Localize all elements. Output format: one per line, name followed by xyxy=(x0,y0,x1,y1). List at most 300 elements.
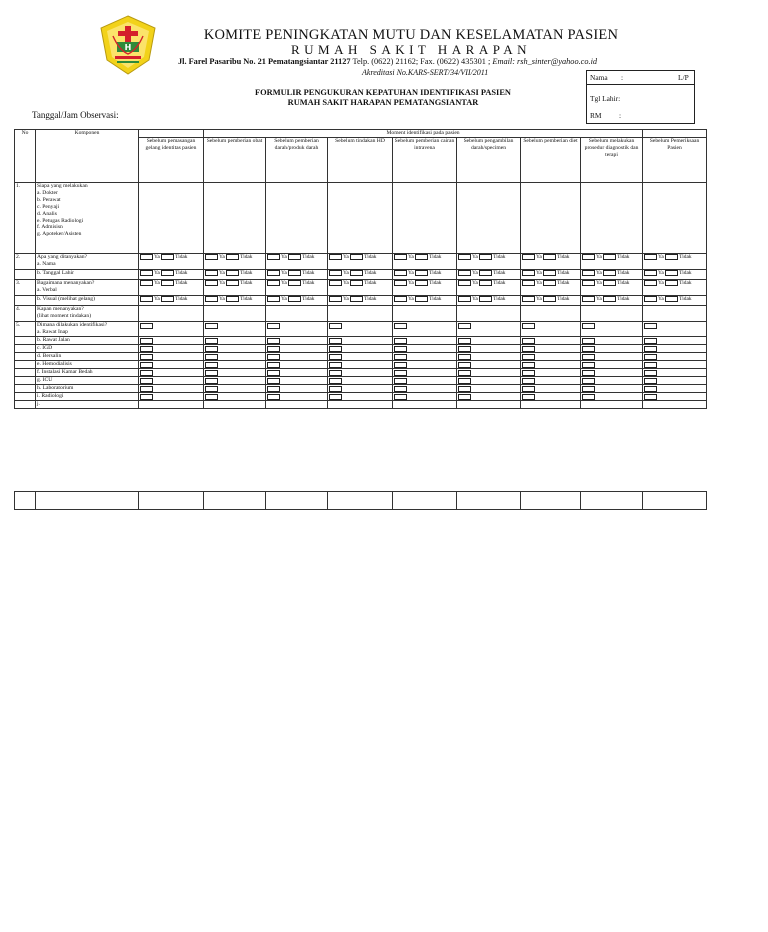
no-checkbox[interactable] xyxy=(415,280,428,286)
answer-cell xyxy=(139,369,204,377)
location-checkbox[interactable] xyxy=(329,378,342,384)
yes-no-option xyxy=(329,296,377,303)
answer-cell xyxy=(643,345,707,353)
yes-checkbox[interactable] xyxy=(644,296,657,302)
answer-cell[interactable] xyxy=(139,183,204,254)
section-question: Kapan menanyakan? xyxy=(37,306,84,312)
yes-label: Ya xyxy=(658,254,664,261)
yes-checkbox[interactable] xyxy=(394,280,407,286)
where-item: c. IGD xyxy=(37,345,53,351)
blank-row xyxy=(15,492,707,510)
answer-cell xyxy=(204,270,266,280)
moment-label: Sebelum pemberian cairan intravena xyxy=(394,138,455,151)
location-checkbox[interactable] xyxy=(205,386,218,392)
yes-label: Ya xyxy=(472,296,478,303)
answer-cell xyxy=(581,345,643,353)
no-checkbox[interactable] xyxy=(665,280,678,286)
location-checkbox[interactable] xyxy=(644,346,657,352)
location-checkbox[interactable] xyxy=(582,370,595,376)
answer-cell xyxy=(204,361,266,369)
location-checkbox[interactable] xyxy=(522,338,535,344)
location-checkbox[interactable] xyxy=(522,323,535,329)
location-checkbox[interactable] xyxy=(582,323,595,329)
yes-checkbox[interactable] xyxy=(205,254,218,260)
answer-cell[interactable] xyxy=(266,401,328,409)
row-number xyxy=(15,183,36,254)
location-checkbox[interactable] xyxy=(329,362,342,368)
answer-cell[interactable] xyxy=(328,306,393,322)
no-checkbox[interactable] xyxy=(479,270,492,276)
answer-cell[interactable] xyxy=(521,306,581,322)
location-checkbox[interactable] xyxy=(458,346,471,352)
no-checkbox[interactable] xyxy=(288,296,301,302)
location-checkbox[interactable] xyxy=(267,323,280,329)
location-checkbox[interactable] xyxy=(582,346,595,352)
yes-checkbox[interactable] xyxy=(267,254,280,260)
location-checkbox[interactable] xyxy=(205,370,218,376)
no-checkbox[interactable] xyxy=(665,296,678,302)
form-title-line2: RUMAH SAKIT HARAPAN PEMATANGSIANTAR xyxy=(287,98,479,107)
answer-cell xyxy=(521,393,581,401)
no-checkbox[interactable] xyxy=(161,296,174,302)
no-checkbox[interactable] xyxy=(288,280,301,286)
where-item: a. Rawat Inap xyxy=(37,328,68,335)
no-label: Tidak xyxy=(302,270,315,277)
no-checkbox[interactable] xyxy=(226,270,239,276)
no-checkbox[interactable] xyxy=(665,270,678,276)
yes-no-option xyxy=(644,270,692,277)
yes-checkbox[interactable] xyxy=(205,296,218,302)
answer-cell[interactable] xyxy=(204,183,266,254)
no-checkbox[interactable] xyxy=(603,254,616,260)
location-checkbox[interactable] xyxy=(267,394,280,400)
no-checkbox[interactable] xyxy=(415,296,428,302)
answer-cell[interactable] xyxy=(457,183,521,254)
answer-cell[interactable] xyxy=(328,401,393,409)
location-checkbox[interactable] xyxy=(140,394,153,400)
location-checkbox[interactable] xyxy=(522,362,535,368)
no-label: Tidak xyxy=(493,280,506,287)
location-checkbox[interactable] xyxy=(644,362,657,368)
yes-label: Ya xyxy=(472,270,478,277)
location-checkbox[interactable] xyxy=(140,378,153,384)
location-checkbox[interactable] xyxy=(644,378,657,384)
answer-cell[interactable] xyxy=(204,306,266,322)
answer-cell xyxy=(139,337,204,345)
answer-cell[interactable] xyxy=(393,401,457,409)
yes-checkbox[interactable] xyxy=(329,270,342,276)
blank-cell[interactable] xyxy=(328,492,393,510)
answer-cell xyxy=(581,393,643,401)
answer-cell xyxy=(204,337,266,345)
moment-label: Sebelum Pemeriksaan Pasien xyxy=(649,138,700,151)
patient-sex-label: L/P xyxy=(678,73,689,82)
answer-cell xyxy=(643,280,707,296)
blank-cell[interactable] xyxy=(521,492,581,510)
answer-cell xyxy=(139,393,204,401)
yes-no-option xyxy=(644,254,692,261)
section-question: Siapa yang melakukan xyxy=(37,183,88,189)
yes-checkbox[interactable] xyxy=(140,270,153,276)
no-checkbox[interactable] xyxy=(226,254,239,260)
answer-cell[interactable] xyxy=(581,183,643,254)
moment-column-header xyxy=(581,138,643,183)
location-checkbox[interactable] xyxy=(458,362,471,368)
yes-checkbox[interactable] xyxy=(140,254,153,260)
answer-cell xyxy=(204,296,266,306)
location-checkbox[interactable] xyxy=(394,346,407,352)
answer-cell[interactable] xyxy=(581,306,643,322)
row-number xyxy=(15,353,36,361)
answer-cell[interactable] xyxy=(204,401,266,409)
no-label: Tidak xyxy=(617,254,630,261)
yes-checkbox[interactable] xyxy=(522,270,535,276)
header-row-1 xyxy=(15,130,707,138)
answer-cell[interactable] xyxy=(643,183,707,254)
blank-cell[interactable] xyxy=(457,492,521,510)
yes-label: Ya xyxy=(154,296,160,303)
yes-checkbox[interactable] xyxy=(458,270,471,276)
where-row xyxy=(15,377,707,385)
location-checkbox[interactable] xyxy=(582,338,595,344)
location-checkbox[interactable] xyxy=(140,386,153,392)
no-checkbox[interactable] xyxy=(479,280,492,286)
no-checkbox[interactable] xyxy=(603,280,616,286)
location-checkbox[interactable] xyxy=(205,362,218,368)
location-checkbox[interactable] xyxy=(267,346,280,352)
location-checkbox[interactable] xyxy=(205,338,218,344)
blank-cell[interactable] xyxy=(36,492,139,510)
answer-cell xyxy=(328,254,393,270)
moment-column-header xyxy=(204,138,266,183)
answer-cell[interactable] xyxy=(266,183,328,254)
answer-cell[interactable] xyxy=(581,401,643,409)
no-checkbox[interactable] xyxy=(603,270,616,276)
answer-cell xyxy=(393,270,457,280)
location-checkbox[interactable] xyxy=(329,354,342,360)
location-checkbox[interactable] xyxy=(644,386,657,392)
location-checkbox[interactable] xyxy=(522,394,535,400)
no-label: Tidak xyxy=(429,280,442,287)
answer-cell xyxy=(393,393,457,401)
no-checkbox[interactable] xyxy=(665,254,678,260)
yes-checkbox[interactable] xyxy=(644,280,657,286)
no-checkbox[interactable] xyxy=(479,296,492,302)
section-who xyxy=(15,183,707,254)
location-checkbox[interactable] xyxy=(140,346,153,352)
answer-cell xyxy=(139,322,204,337)
location-checkbox[interactable] xyxy=(394,370,407,376)
location-checkbox[interactable] xyxy=(644,323,657,329)
yes-checkbox[interactable] xyxy=(205,280,218,286)
location-checkbox[interactable] xyxy=(644,394,657,400)
yes-checkbox[interactable] xyxy=(582,296,595,302)
yes-label: Ya xyxy=(343,254,349,261)
yes-no-option xyxy=(394,270,442,277)
where-row xyxy=(15,385,707,393)
location-checkbox[interactable] xyxy=(205,346,218,352)
section-number: 3. xyxy=(16,280,21,286)
no-checkbox[interactable] xyxy=(161,280,174,286)
moment-column-header xyxy=(521,138,581,183)
location-checkbox[interactable] xyxy=(394,394,407,400)
location-checkbox[interactable] xyxy=(267,378,280,384)
location-checkbox[interactable] xyxy=(394,362,407,368)
yes-label: Ya xyxy=(343,270,349,277)
no-checkbox[interactable] xyxy=(226,296,239,302)
location-checkbox[interactable] xyxy=(329,346,342,352)
no-checkbox[interactable] xyxy=(543,254,556,260)
where-row xyxy=(15,361,707,369)
what-asked-row-b xyxy=(15,270,707,280)
who-item: d. Analis xyxy=(37,210,57,217)
component-cell xyxy=(36,353,139,361)
location-checkbox[interactable] xyxy=(329,386,342,392)
where-row xyxy=(15,393,707,401)
no-checkbox[interactable] xyxy=(350,254,363,260)
answer-cell xyxy=(393,296,457,306)
location-checkbox[interactable] xyxy=(205,394,218,400)
location-checkbox[interactable] xyxy=(267,370,280,376)
patient-info-box xyxy=(586,70,695,124)
yes-label: Ya xyxy=(472,254,478,261)
answer-cell[interactable] xyxy=(457,306,521,322)
location-checkbox[interactable] xyxy=(329,394,342,400)
location-checkbox[interactable] xyxy=(205,354,218,360)
yes-label: Ya xyxy=(281,296,287,303)
location-checkbox[interactable] xyxy=(394,378,407,384)
location-checkbox[interactable] xyxy=(267,338,280,344)
location-checkbox[interactable] xyxy=(394,386,407,392)
no-checkbox[interactable] xyxy=(226,280,239,286)
yes-label: Ya xyxy=(536,296,542,303)
blank-cell[interactable] xyxy=(643,492,707,510)
answer-cell[interactable] xyxy=(139,401,204,409)
location-checkbox[interactable] xyxy=(140,370,153,376)
answer-cell[interactable] xyxy=(643,401,707,409)
who-item: e. Petugas Radiologi xyxy=(37,217,84,224)
blank-cell[interactable] xyxy=(15,492,36,510)
header-spacer-cell xyxy=(643,130,707,138)
component-cell xyxy=(36,270,139,280)
no-checkbox[interactable] xyxy=(288,270,301,276)
yes-no-option xyxy=(458,280,506,287)
location-checkbox[interactable] xyxy=(458,338,471,344)
yes-checkbox[interactable] xyxy=(267,296,280,302)
component-cell xyxy=(36,393,139,401)
location-checkbox[interactable] xyxy=(394,338,407,344)
no-label: Tidak xyxy=(364,270,377,277)
answer-cell xyxy=(643,270,707,280)
yes-label: Ya xyxy=(408,254,414,261)
no-checkbox[interactable] xyxy=(415,254,428,260)
no-label: Tidak xyxy=(493,296,506,303)
location-checkbox[interactable] xyxy=(329,370,342,376)
location-checkbox[interactable] xyxy=(522,386,535,392)
answer-cell xyxy=(581,254,643,270)
location-checkbox[interactable] xyxy=(140,354,153,360)
location-checkbox[interactable] xyxy=(522,370,535,376)
yes-checkbox[interactable] xyxy=(267,270,280,276)
no-checkbox[interactable] xyxy=(479,254,492,260)
location-checkbox[interactable] xyxy=(458,386,471,392)
moment-label: Sebelum pemberian darah/produk darah xyxy=(274,138,319,151)
yes-checkbox[interactable] xyxy=(205,270,218,276)
answer-cell xyxy=(521,337,581,345)
blank-cell[interactable] xyxy=(139,492,204,510)
answer-cell xyxy=(328,393,393,401)
yes-checkbox[interactable] xyxy=(458,280,471,286)
yes-checkbox[interactable] xyxy=(394,270,407,276)
yes-checkbox[interactable] xyxy=(329,296,342,302)
component-cell xyxy=(36,385,139,393)
location-checkbox[interactable] xyxy=(205,378,218,384)
location-checkbox[interactable] xyxy=(582,362,595,368)
location-checkbox[interactable] xyxy=(205,323,218,329)
where-item: h. Laboratorium xyxy=(37,385,74,391)
blank-cell[interactable] xyxy=(393,492,457,510)
yes-label: Ya xyxy=(219,270,225,277)
location-checkbox[interactable] xyxy=(644,354,657,360)
yes-checkbox[interactable] xyxy=(140,280,153,286)
answer-cell[interactable] xyxy=(521,401,581,409)
answer-cell xyxy=(328,369,393,377)
answer-cell[interactable] xyxy=(139,306,204,322)
yes-no-option xyxy=(458,254,506,261)
where-item: f. Instalasi Kamar Bedah xyxy=(37,369,93,375)
answer-cell xyxy=(581,280,643,296)
yes-label: Ya xyxy=(536,280,542,287)
answer-cell[interactable] xyxy=(643,306,707,322)
location-checkbox[interactable] xyxy=(458,323,471,329)
no-checkbox[interactable] xyxy=(350,296,363,302)
answer-cell xyxy=(266,322,328,337)
yes-checkbox[interactable] xyxy=(394,254,407,260)
yes-no-option xyxy=(644,296,692,303)
yes-checkbox[interactable] xyxy=(329,280,342,286)
no-checkbox[interactable] xyxy=(161,254,174,260)
location-checkbox[interactable] xyxy=(140,323,153,329)
answer-cell[interactable] xyxy=(393,183,457,254)
location-checkbox[interactable] xyxy=(267,354,280,360)
row-number xyxy=(15,296,36,306)
answer-cell[interactable] xyxy=(457,401,521,409)
location-checkbox[interactable] xyxy=(458,394,471,400)
yes-checkbox[interactable] xyxy=(458,296,471,302)
location-checkbox[interactable] xyxy=(582,378,595,384)
answer-cell xyxy=(328,337,393,345)
location-checkbox[interactable] xyxy=(329,323,342,329)
yes-checkbox[interactable] xyxy=(140,296,153,302)
location-checkbox[interactable] xyxy=(582,354,595,360)
yes-no-option xyxy=(458,270,506,277)
answer-cell xyxy=(457,369,521,377)
no-checkbox[interactable] xyxy=(543,296,556,302)
yes-checkbox[interactable] xyxy=(267,280,280,286)
no-checkbox[interactable] xyxy=(350,270,363,276)
location-checkbox[interactable] xyxy=(522,378,535,384)
blank-cell[interactable] xyxy=(581,492,643,510)
location-checkbox[interactable] xyxy=(394,323,407,329)
location-checkbox[interactable] xyxy=(267,362,280,368)
answer-cell[interactable] xyxy=(328,183,393,254)
moment-column-header xyxy=(643,138,707,183)
location-checkbox[interactable] xyxy=(329,338,342,344)
location-checkbox[interactable] xyxy=(582,394,595,400)
yes-checkbox[interactable] xyxy=(582,280,595,286)
where-item: b. Rawat Jalan xyxy=(37,337,70,343)
answer-cell xyxy=(457,296,521,306)
no-checkbox[interactable] xyxy=(415,270,428,276)
yes-no-option xyxy=(522,296,570,303)
location-checkbox[interactable] xyxy=(140,362,153,368)
answer-cell xyxy=(204,385,266,393)
answer-cell xyxy=(266,361,328,369)
no-checkbox[interactable] xyxy=(543,270,556,276)
yes-label: Ya xyxy=(343,280,349,287)
answer-cell xyxy=(139,280,204,296)
blank-cell[interactable] xyxy=(266,492,328,510)
location-checkbox[interactable] xyxy=(458,354,471,360)
yes-checkbox[interactable] xyxy=(522,254,535,260)
location-checkbox[interactable] xyxy=(582,386,595,392)
yes-checkbox[interactable] xyxy=(582,254,595,260)
yes-label: Ya xyxy=(408,296,414,303)
no-checkbox[interactable] xyxy=(603,296,616,302)
yes-checkbox[interactable] xyxy=(394,296,407,302)
no-checkbox[interactable] xyxy=(543,280,556,286)
yes-no-option xyxy=(140,296,188,303)
blank-cell[interactable] xyxy=(204,492,266,510)
answer-cell xyxy=(581,361,643,369)
moment-column-header xyxy=(266,138,328,183)
answer-cell xyxy=(643,353,707,361)
where-item: d. Bersalin xyxy=(37,353,62,359)
location-checkbox[interactable] xyxy=(140,338,153,344)
yes-checkbox[interactable] xyxy=(582,270,595,276)
component-cell xyxy=(36,377,139,385)
location-checkbox[interactable] xyxy=(458,378,471,384)
answer-cell xyxy=(457,377,521,385)
no-checkbox[interactable] xyxy=(350,280,363,286)
location-checkbox[interactable] xyxy=(522,354,535,360)
answer-cell[interactable] xyxy=(266,306,328,322)
yes-checkbox[interactable] xyxy=(522,280,535,286)
yes-checkbox[interactable] xyxy=(644,254,657,260)
no-checkbox[interactable] xyxy=(161,270,174,276)
yes-checkbox[interactable] xyxy=(458,254,471,260)
location-checkbox[interactable] xyxy=(267,386,280,392)
answer-cell xyxy=(521,280,581,296)
answer-cell xyxy=(521,369,581,377)
row-number xyxy=(15,322,36,337)
location-checkbox[interactable] xyxy=(394,354,407,360)
no-checkbox[interactable] xyxy=(288,254,301,260)
yes-checkbox[interactable] xyxy=(329,254,342,260)
location-checkbox[interactable] xyxy=(458,370,471,376)
yes-no-option xyxy=(394,296,442,303)
header-spacer-cell xyxy=(139,130,204,138)
yes-checkbox[interactable] xyxy=(522,296,535,302)
row-number xyxy=(15,254,36,270)
location-checkbox[interactable] xyxy=(644,370,657,376)
answer-cell[interactable] xyxy=(393,306,457,322)
location-checkbox[interactable] xyxy=(522,346,535,352)
answer-cell[interactable] xyxy=(521,183,581,254)
location-checkbox[interactable] xyxy=(644,338,657,344)
yes-checkbox[interactable] xyxy=(644,270,657,276)
answer-cell xyxy=(328,361,393,369)
